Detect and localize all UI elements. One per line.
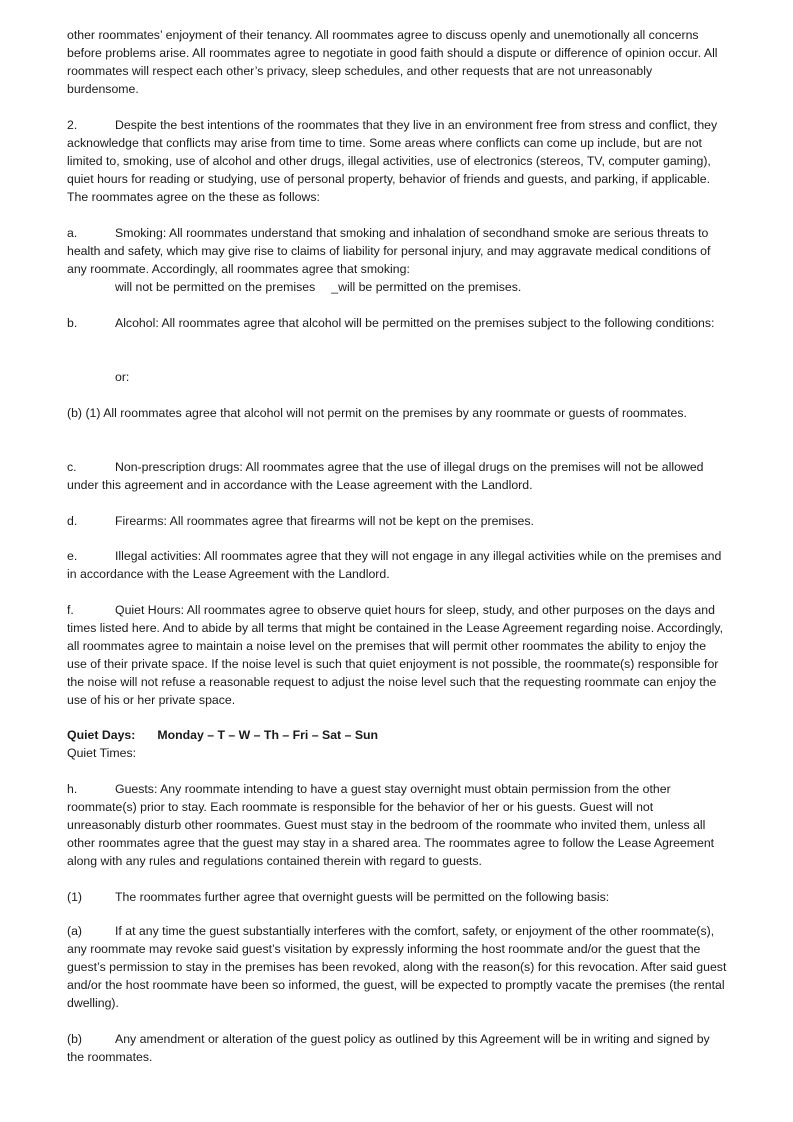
section-f-quiet-hours [67, 601, 727, 709]
section-d-number: d. [67, 514, 78, 528]
section-2-text: Despite the best intentions of the roommates that they live in an environment free from stress and conflict, they acknowledge that conflicts may arise from time to time. Some areas where conflicts can come up include, but are not limited to, smoking, use of alcohol and other drugs, illegal activities, use of electronics (stereos, TV, computer gaming), quiet hours for reading or studying, use of personal property, behavior of friends and guests, and parking, if applicable. The roommates agree on the these as follows: [67, 118, 718, 204]
quiet-times [67, 744, 727, 762]
section-paren-b-text: Any amendment or alteration of the guest policy as outlined by this Agreement will be in writing and signed by the roommates. [67, 1032, 710, 1064]
section-f-number: f. [67, 603, 74, 617]
section-2-number: 2. [67, 118, 78, 132]
section-1 [67, 888, 727, 906]
section-c-text: Non-prescription drugs: All roommates agree that the use of illegal drugs on the premises will not be allowed under this agreement and in accordance with the Lease agreement with the Landlord. [67, 460, 704, 492]
section-d-firearms [67, 512, 727, 530]
section-b1: (b) (1) All roommates agree that alcohol will not permit on the premises by any roommate or guests of roommates. [67, 406, 687, 420]
section-paren-a-text: If at any time the guest substantially interferes with the comfort, safety, or enjoyment of the other roommate(s), any roommate may revoke said guest’s visitation by expressly informing the host roommate and/or the guest that the guest’s permission to stay in the premises has been revoked, along with the reason(s) for this revocation. After said guest and/or the host roommate have been so informed, the guest, will be expected to promptly vacate the premises (the rental dwelling). [67, 924, 727, 1010]
quiet-days [67, 726, 727, 744]
section-2 [67, 116, 727, 206]
section-a-text: Smoking: All roommates understand that smoking and inhalation of secondhand smoke are serious threats to health and safety, which may give rise to claims of liability for personal injury, and may aggravate medical conditions of any roommate. Accordingly, all roommates agree that smoking: [67, 226, 711, 276]
smoking-option-not-permitted: will not be permitted on the premises [115, 280, 316, 294]
section-paren-a [67, 922, 727, 1012]
section-f-text: Quiet Hours: All roommates agree to observe quiet hours for sleep, study, and other purposes on the days and times listed here. And to abide by all terms that might be contained in the Lease Agreement regarding noise. Accordingly, all roommates agree to maintain a noise level on the premises that will permit other roommates the ability to enjoy the use of their private space. If the noise level is such that quiet enjoyment is not possible, the roommate(s) responsible for the noise will not refuse a reasonable request to adjust the noise level such that the requesting roommate can enjoy the use of his or her private space. [67, 603, 723, 707]
section-e-text: Illegal activities: All roommates agree that they will not engage in any illegal activities while on the premises and in accordance with the Lease Agreement with the Landlord. [67, 549, 722, 581]
section-a-number: a. [67, 226, 78, 240]
smoking-options [67, 278, 727, 296]
section-h-text: Guests: Any roommate intending to have a guest stay overnight must obtain permission from the other roommate(s) prior to stay. Each roommate is responsible for the behavior of her or his guests. Guest will not unreasonably disturb other roommates. Guest must stay in the bedroom of the roommate who invited them, unless all other roommates agree that the guest may stay in a shared area. The roommates agree to follow the Lease Agreement along with any rules and regulations contained therein with regard to guests. [67, 782, 715, 868]
section-e-illegal [67, 547, 727, 583]
section-d-text: Firearms: All roommates agree that firearms will not be kept on the premises. [115, 514, 534, 528]
section-c-number: c. [67, 460, 77, 474]
quiet-days-label: Quiet Days: [67, 728, 136, 742]
section-b-text: Alcohol: All roommates agree that alcohol will be permitted on the premises subject to the following conditions: [115, 316, 715, 330]
section-b-number: b. [67, 316, 78, 330]
quiet-times-label: Quiet Times: [67, 746, 137, 760]
section-e-number: e. [67, 549, 78, 563]
section-c-drugs [67, 458, 727, 494]
quiet-days-value: Monday – T – W – Th – Fri – Sat – Sun [157, 728, 379, 742]
section-paren-b-number: (b) [67, 1032, 83, 1046]
section-a-smoking [67, 224, 727, 278]
section-1-number: (1) [67, 890, 83, 904]
section-paren-a-number: (a) [67, 924, 83, 938]
paragraph-intro: other roommates’ enjoyment of their tenancy. All roommates agree to discuss openly and unemotionally all concerns before problems arise. All roommates agree to negotiate in good faith should a dispute or difference of opinion occur. All roommates will respect each other’s privacy, sleep schedules, and other requests that are not unreasonably burdensome. [67, 28, 718, 96]
section-paren-b [67, 1030, 727, 1066]
section-h-guests [67, 780, 727, 870]
section-h-number: h. [67, 782, 78, 796]
section-b-alcohol [67, 314, 727, 332]
alcohol-or: or: [115, 370, 130, 384]
smoking-option-permitted: _will be permitted on the premises. [331, 280, 522, 294]
section-1-text: The roommates further agree that overnight guests will be permitted on the following basis: [115, 890, 610, 904]
